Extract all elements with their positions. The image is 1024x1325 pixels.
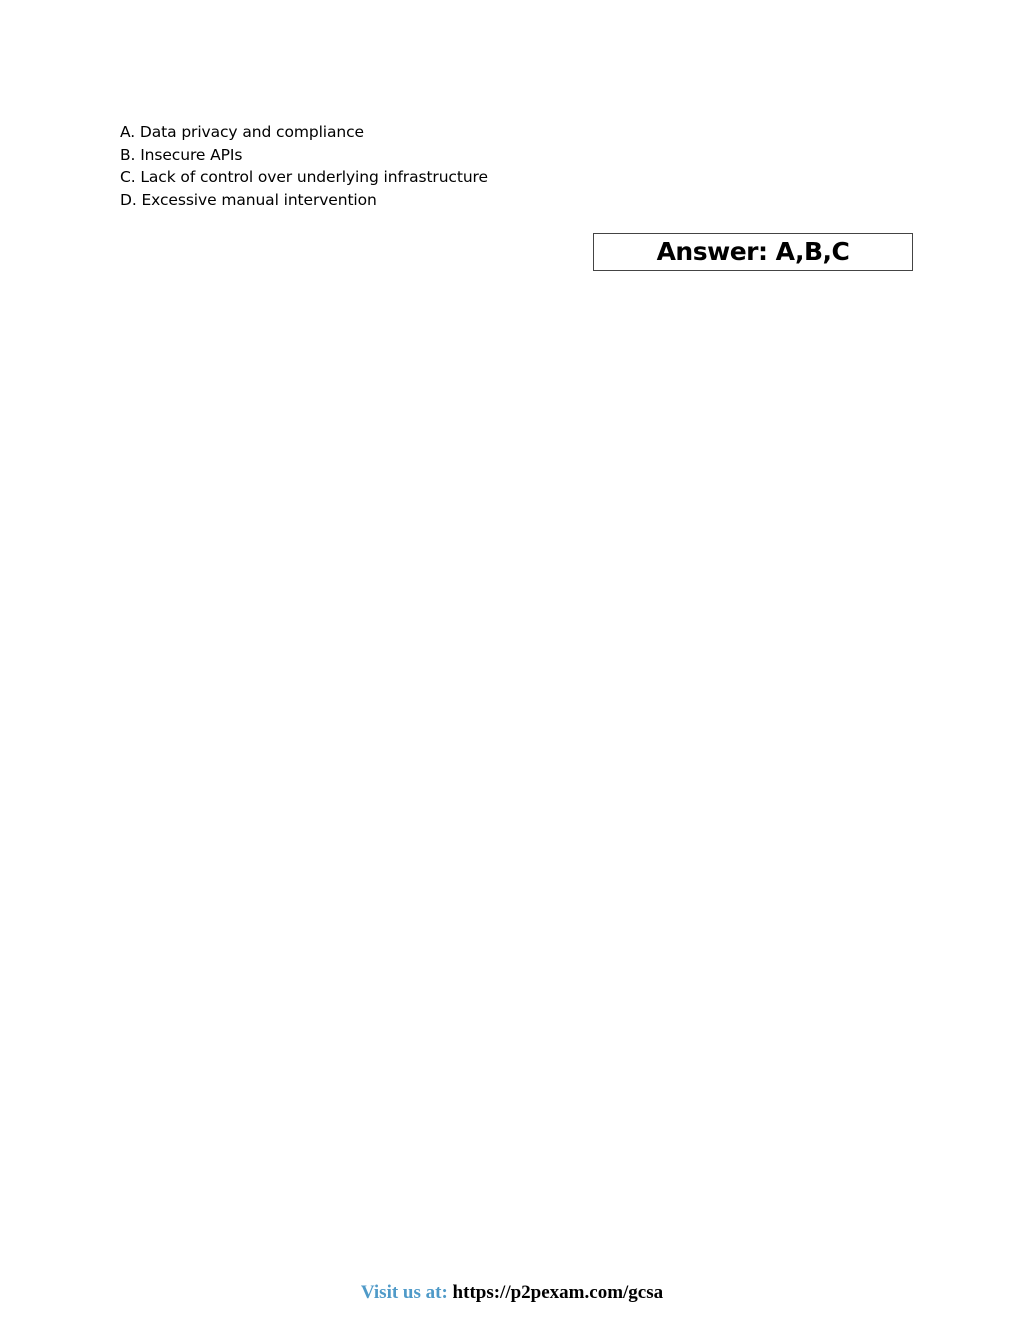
option-b: B. Insecure APIs bbox=[120, 145, 243, 164]
answer-text: Answer: A,B,C bbox=[656, 237, 850, 266]
option-d: D. Excessive manual intervention bbox=[120, 190, 377, 209]
answer-options-list bbox=[120, 121, 488, 211]
answer-box bbox=[593, 233, 913, 271]
footer-url-link[interactable]: https://p2pexam.com/gcsa bbox=[452, 1282, 664, 1303]
footer-label: Visit us at: bbox=[360, 1282, 448, 1303]
footer bbox=[0, 1281, 1024, 1305]
option-c: C. Lack of control over underlying infrastructure bbox=[120, 168, 488, 186]
option-a: A. Data privacy and compliance bbox=[120, 123, 364, 141]
